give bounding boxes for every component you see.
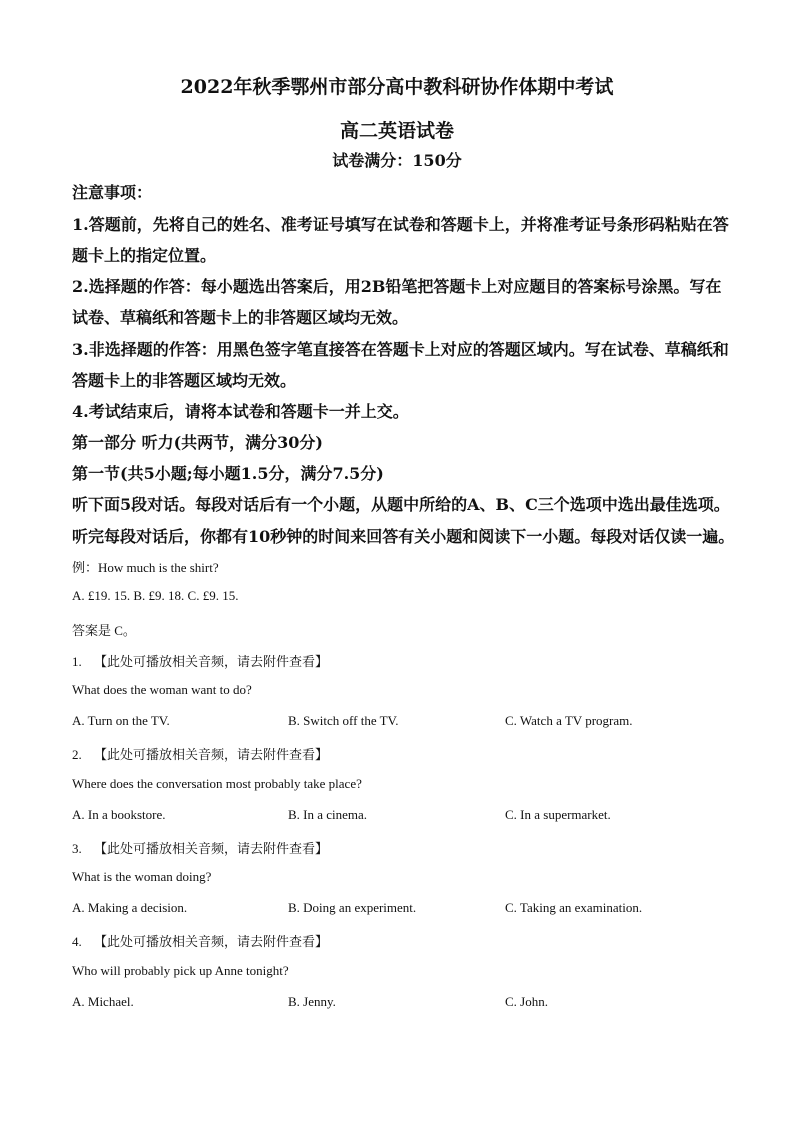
example-options: A. £19. 15. B. £9. 18. C. £9. 15. [72,588,239,603]
option-a: A. Turn on the TV. [72,713,170,728]
question-number: 3. [72,841,82,856]
question-header [72,744,732,763]
question-number: 1. [72,654,82,669]
question-text: What is the woman doing? [72,869,212,884]
notice-line: 4.考试结束后，请将本试卷和答题卡一并上交。 [72,402,409,421]
audio-note[interactable]: 【此处可播放相关音频，请去附件查看】 [94,934,329,949]
part-heading: 第一部分 听力(共两节，满分30分) [72,433,323,452]
option-b: B. Doing an experiment. [288,900,417,915]
question-text: Who will probably pick up Anne tonight? [72,963,289,978]
instruction-line: 听完每段对话后，你都有10秒钟的时间来回答有关小题和阅读下一小题。每段对话仅读一遍。 [72,527,735,546]
notice-line: 1.答题前，先将自己的姓名、准考证号填写在试卷和答题卡上，并将准考证号条形码粘贴在答 [72,215,729,234]
option-a: A. Making a decision. [72,900,188,915]
option-b: B. Jenny. [288,994,336,1009]
option-a: A. Michael. [72,994,134,1009]
question-header [72,651,732,670]
option-a: A. In a bookstore. [72,807,166,822]
option-b: B. In a cinema. [288,807,368,822]
notice-line: 试卷、草稿纸和答题卡上的非答题区域均无效。 [72,308,409,327]
option-c: C. Taking an examination. [505,900,643,915]
audio-note[interactable]: 【此处可播放相关音频，请去附件查看】 [94,841,329,856]
audio-note[interactable]: 【此处可播放相关音频，请去附件查看】 [94,654,329,669]
notice-line: 题卡上的指定位置。 [72,246,217,265]
exam-title: 2022年秋季鄂州市部分高中教科研协作体期中考试 [180,76,614,98]
notice-line: 答题卡上的非答题区域均无效。 [72,371,297,390]
option-c: C. Watch a TV program. [505,713,633,728]
example-answer: 答案是 C。 [72,623,136,638]
question-number: 4. [72,934,82,949]
question-header [72,838,732,857]
question-number: 2. [72,747,82,762]
instruction-line: 听下面5段对话。每段对话后有一个小题，从题中所给的A、B、C三个选项中选出最佳选项。 [72,495,730,514]
exam-subtitle: 高二英语试卷 [339,120,454,142]
option-c: C. In a supermarket. [505,807,611,822]
subsection-heading: 第一节(共5小题;每小题1.5分，满分7.5分) [72,464,384,483]
question-header [72,931,732,950]
question-text: What does the woman want to do? [72,682,252,697]
notice-line: 3.非选择题的作答：用黑色签字笔直接答在答题卡上对应的答题区域内。写在试卷、草稿纸和 [72,340,729,359]
audio-note[interactable]: 【此处可播放相关音频，请去附件查看】 [94,747,329,762]
notice-heading: 注意事项： [72,183,153,202]
question-text: Where does the conversation most probably take place? [72,776,362,791]
example-question: 例：How much is the shirt? [72,560,219,575]
full-score: 试卷满分：150分 [332,151,462,170]
option-c: C. John. [505,994,548,1009]
option-b: B. Switch off the TV. [288,713,399,728]
notice-line: 2.选择题的作答：每小题选出答案后，用2B铅笔把答题卡上对应题目的答案标号涂黑。写在 [72,277,722,296]
